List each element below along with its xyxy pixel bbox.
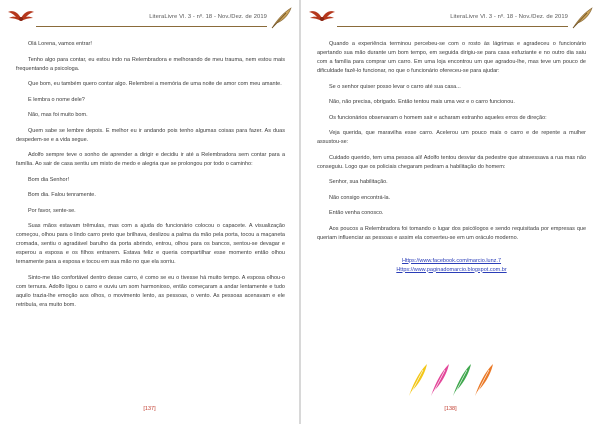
page-number: [138] xyxy=(444,406,457,412)
feather-shaft xyxy=(409,370,423,397)
paragraph: Tenho algo para contar, eu estou indo na Relembradora e melhorando de meu trauma, nem estou mais frequentando a psicologa. xyxy=(16,56,285,72)
colored-feathers-icon xyxy=(401,360,501,400)
paragraph: Senhor, sua habilitação. xyxy=(329,179,388,185)
right-page-body xyxy=(317,40,586,275)
paragraph: E lembra o nome dele? xyxy=(28,96,85,103)
page-header xyxy=(307,6,594,30)
quill-icon xyxy=(570,6,594,30)
quill-icon xyxy=(269,6,293,30)
paragraph: Sinto-me tão confortável dentro desse carro, é como se eu o tivesse há muito tempo. A esposa olhou-o com ternura. Adolfo ligou o carro e ouviu um som harmonioso, então começaram a andar lentamente e tudo aquilo trazia-lhe emoção aos olhos, o movimento lento, as pessoas, o vento. As pessoas acenavam e ele retribuía, era muito bom. xyxy=(16,274,285,308)
facebook-link[interactable]: Https://www.facebook.com/marcio.lunz.7 xyxy=(401,257,502,264)
paragraph: Suas mãos estavam trêmulas, mas com a ajuda do funcionário colocou o capacete. A visualização começou, olhou para o lindo carro preto que brilhava, deslizou a palma da mão pela porta, tocou a maçaneta cromada, sentiu o agradável barulho da porta abrindo, entrou, olhou para os bancos, sentou-se devagar e esperou a esposa e os filhos entrarem. Estava feliz e queria compartilhar esse momento então olhou ternamente para a esposa e tocou em sua mão no que ela sorriu. xyxy=(16,223,285,265)
blog-link[interactable]: Https://www.paginadomarcio.blogspot.com.br xyxy=(396,266,507,273)
paragraph: Não, mas foi muito bom. xyxy=(28,112,88,118)
paragraph: Quando a experiência terminou percebeu-se com o rosto às lágrimas e agradeceu o funcionário apertando sua mão durante um bom tempo, em seguida dirigiu-se para casa esfuziante e no outro dia saiu com a família para comprar um carro. Em uma loja encontrou um que agradou-lhe, mas teve um pouco de dificuldade fazê-lo funcionar, no que o funcionário ofereceu-se para ajudar: xyxy=(317,41,586,74)
paragraph: Veja querida, que maravilha esse carro. Acelerou um pouco mais o carro e de repente a mulher assustou-se: xyxy=(317,130,586,145)
paragraph: Bom dia Senhor! xyxy=(28,176,69,183)
author-links xyxy=(317,257,586,275)
paragraph: Aos poucos a Relembradora foi tomando o lugar dos psicólogos e sendo requisitada por empresas que queriam influenciar as pessoas e assim ela converteu-se em um oráculo moderno. xyxy=(317,225,586,241)
paragraph: Quem sabe se lembre depois. E melhor eu ir andando pois tenho algumas coisas para fazer. As duas despedem-se e a vida segue. xyxy=(16,127,285,143)
paragraph: Os funcionários observaram o homem sair e acharam estranho aqueles erros de direção: xyxy=(329,114,547,121)
paragraph: Bom dia. Falou tenramente. xyxy=(28,192,96,198)
right-page xyxy=(301,0,600,424)
page-header-title: LiteraLivre Vl. 3 - nº. 18 - Nov./Dez. de 2019 xyxy=(450,14,568,20)
feather-shaft xyxy=(475,370,489,397)
paragraph: Olá Lorena, vamos entrar! xyxy=(28,41,92,47)
paragraph: Que bom, eu também quero contar algo. Relembrei a memória de uma noite de amor com meu amante. xyxy=(28,81,282,87)
feather-shaft xyxy=(431,370,445,397)
paragraph: Por favor, sente-se. xyxy=(28,207,76,214)
header-rule xyxy=(337,26,568,27)
page-header-title: LiteraLivre Vl. 3 - nº. 18 - Nov./Dez. de 2019 xyxy=(149,14,267,20)
page-number: [137] xyxy=(143,406,156,412)
winged-logo-icon xyxy=(8,8,34,26)
paragraph: Não, não precisa, obrigado. Então tentou mais uma vez e o carro funcionou. xyxy=(329,99,515,105)
paragraph: Então venha conosco. xyxy=(329,210,384,216)
paragraph: Adolfo sempre teve o sonho de aprender a dirigir e decidiu ir até a Relembradora sem contar para a família. Ao sair de casa sentiu um misto de medo e alegria que se prolongou por todo o caminho: xyxy=(16,152,285,167)
winged-logo-icon xyxy=(309,8,335,26)
paragraph: Não consigo encontrá-la. xyxy=(329,194,391,201)
paragraph: Se o senhor quiser posso levar o carro até sua casa... xyxy=(329,83,461,90)
left-page-body xyxy=(16,40,285,316)
header-rule xyxy=(36,26,267,27)
left-page xyxy=(0,0,299,424)
page-header xyxy=(6,6,293,30)
paragraph: Cuidado querido, tem uma pessoa ali! Adolfo tentou desviar da pedestre que atravessava a rua mas não conseguiu. Logo que os policiais chegaram pediram a habilitação do homem: xyxy=(317,154,586,170)
feather-shaft xyxy=(453,370,467,397)
